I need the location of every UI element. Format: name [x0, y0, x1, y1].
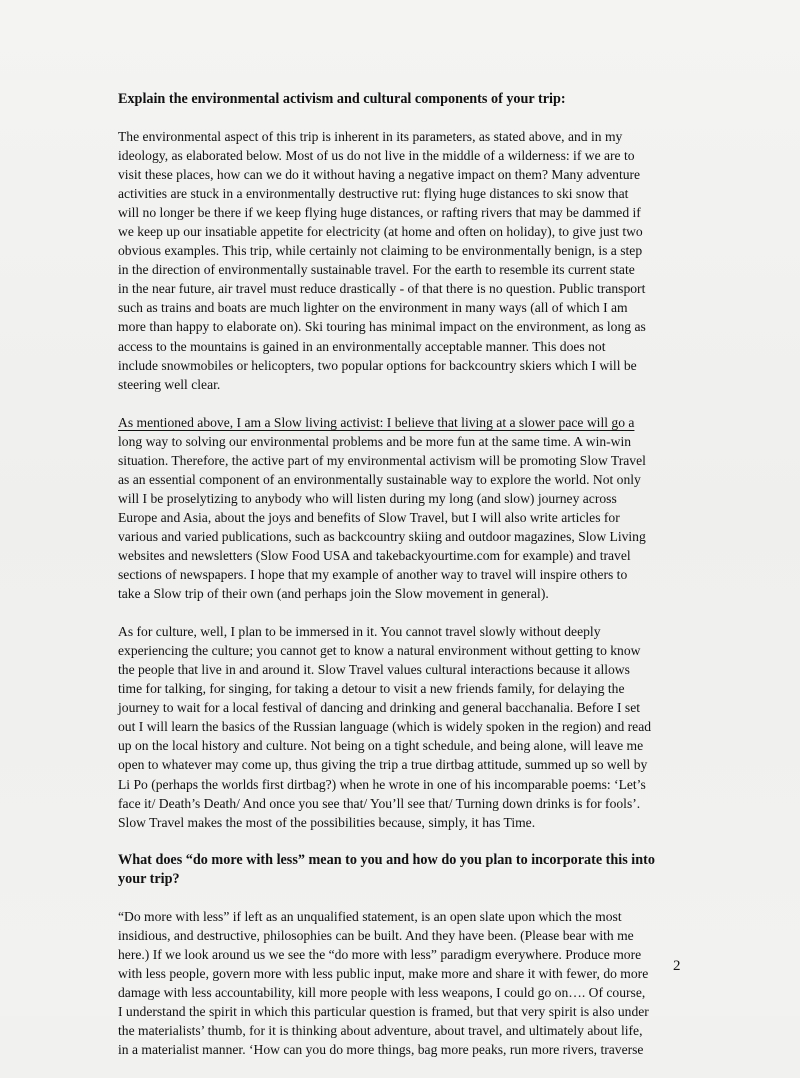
- heading-line: What does “do more with less” mean to you and how do you plan to incorporate this into: [118, 851, 655, 868]
- text-line: visit these places, how can we do it without having a negative impact on them? Many adventure: [118, 167, 641, 183]
- text-line: Slow Travel makes the most of the possibilities because, simply, it has Time.: [118, 814, 536, 830]
- paragraph-slow-living: [118, 413, 688, 603]
- text-line: I understand the spirit in which this particular question is framed, but that very spirit is also under: [118, 1003, 649, 1019]
- text-line-underlined: As mentioned above, I am a Slow living activist: I believe that living at a slower pace will go a: [118, 414, 635, 430]
- section-heading-do-more-with-less: [118, 851, 688, 889]
- paragraph-environmental-aspect: [118, 127, 688, 394]
- text-line: obvious examples. This trip, while certainly not claiming to be environmentally benign, is a step: [118, 243, 643, 259]
- text-line: insidious, and destructive, philosophies can be built. And they have been. (Please bear with me: [118, 927, 634, 943]
- text-line: websites and newsletters (Slow Food USA and takebackyourtime.com for example) and travel: [118, 547, 631, 563]
- text-line: take a Slow trip of their own (and perhaps join the Slow movement in general).: [118, 586, 549, 602]
- text-line: the materialists’ thumb, for it is thinking about adventure, about travel, and ultimately about life,: [118, 1022, 643, 1038]
- document-body: [118, 90, 688, 1078]
- text-line: As for culture, well, I plan to be immersed in it. You cannot travel slowly without deeply: [118, 624, 601, 640]
- text-line: as an essential component of an environmentally sustainable way to explore the world. Not only: [118, 471, 641, 487]
- text-line: out I will learn the basics of the Russian language (which is widely spoken in the region) and read: [118, 719, 652, 735]
- text-line: situation. Therefore, the active part of my environmental activism will be promoting Slow Travel: [118, 452, 646, 468]
- text-line: various and varied publications, such as backcountry skiing and outdoor magazines, Slow Living: [118, 528, 646, 544]
- text-line: face it/ Death’s Death/ And once you see that/ You’ll see that/ Turning down drinks is for fools’.: [118, 795, 641, 811]
- text-line: we keep up our insatiable appetite for electricity (at home and often on holiday), to give just two: [118, 224, 643, 240]
- text-line: include snowmobiles or helicopters, two popular options for backcountry skiers which I will be: [118, 357, 637, 373]
- paragraph-do-more-with-less: [118, 907, 688, 1059]
- text-line: journey to wait for a local festival of dancing and drinking and general bacchanalia. Before I set: [118, 700, 641, 716]
- text-line: more than happy to elaborate on). Ski touring has minimal impact on the environment, as long as: [118, 319, 646, 335]
- paragraph-culture: [118, 622, 688, 832]
- section-heading-activism: Explain the environmental activism and cultural components of your trip:: [118, 91, 566, 107]
- text-line: Europe and Asia, about the joys and benefits of Slow Travel, but I will also write articles for: [118, 509, 620, 525]
- text-line: steering well clear.: [118, 376, 221, 392]
- text-line: up on the local history and culture. Not being on a tight schedule, and being alone, will leave me: [118, 738, 644, 754]
- text-line: The environmental aspect of this trip is inherent in its parameters, as stated above, and in my: [118, 129, 623, 144]
- heading-line: your trip?: [118, 870, 180, 887]
- text-line: damage with less accountability, kill more people with less weapons, I could go on…. Of course,: [118, 984, 646, 1000]
- text-line: Li Po (perhaps the worlds first dirtbag?) when he wrote in one of his incomparable poems: ‘Let’s: [118, 776, 646, 792]
- text-line: in the direction of environmentally sustainable travel. For the earth to resemble its current state: [118, 262, 635, 278]
- text-line: the people that live in and around it. Slow Travel values cultural interactions because it allows: [118, 662, 630, 678]
- text-line: activities are stuck in a environmentally destructive rut: flying huge distances to ski snow that: [118, 186, 629, 202]
- text-line: in a materialist manner. ‘How can you do more things, bag more peaks, run more rivers, traverse: [118, 1041, 644, 1057]
- text-line: “Do more with less” if left as an unqualified statement, is an open slate upon which the most: [118, 908, 622, 924]
- text-line: will no longer be there if we keep flying huge distances, or rafting rivers that may be dammed if: [118, 205, 641, 221]
- text-line: experiencing the culture; you cannot get to know a natural environment without getting to know: [118, 643, 641, 659]
- text-line: access to the mountains is gained in an environmentally acceptable manner. This does not: [118, 338, 606, 354]
- page-number: 2: [673, 958, 681, 974]
- text-line: will I be proselytizing to anybody who will listen during my long (and slow) journey across: [118, 490, 617, 506]
- text-line: such as trains and boats are much lighter on the environment in many ways (all of which I am: [118, 300, 628, 316]
- text-line: in the near future, air travel must reduce drastically - of that there is no question. Public transport: [118, 281, 646, 297]
- text-line: ideology, as elaborated below. Most of us do not live in the middle of a wilderness: if we are to: [118, 148, 635, 164]
- text-line: time for talking, for singing, for taking a detour to visit a new friends family, for delaying the: [118, 681, 625, 697]
- text-line: with less people, govern more with less public input, make more and share it with fewer, do more: [118, 965, 649, 981]
- text-line: here.) If we look around us we see the “do more with less” paradigm everywhere. Produce more: [118, 946, 642, 962]
- text-line: long way to solving our environmental problems and be more fun at the same time. A win-win: [118, 433, 632, 449]
- text-line: sections of newspapers. I hope that my example of another way to travel will inspire others to: [118, 567, 628, 583]
- text-line: open to whatever may come up, thus giving the trip a true dirtbag attitude, summed up so well by: [118, 757, 648, 773]
